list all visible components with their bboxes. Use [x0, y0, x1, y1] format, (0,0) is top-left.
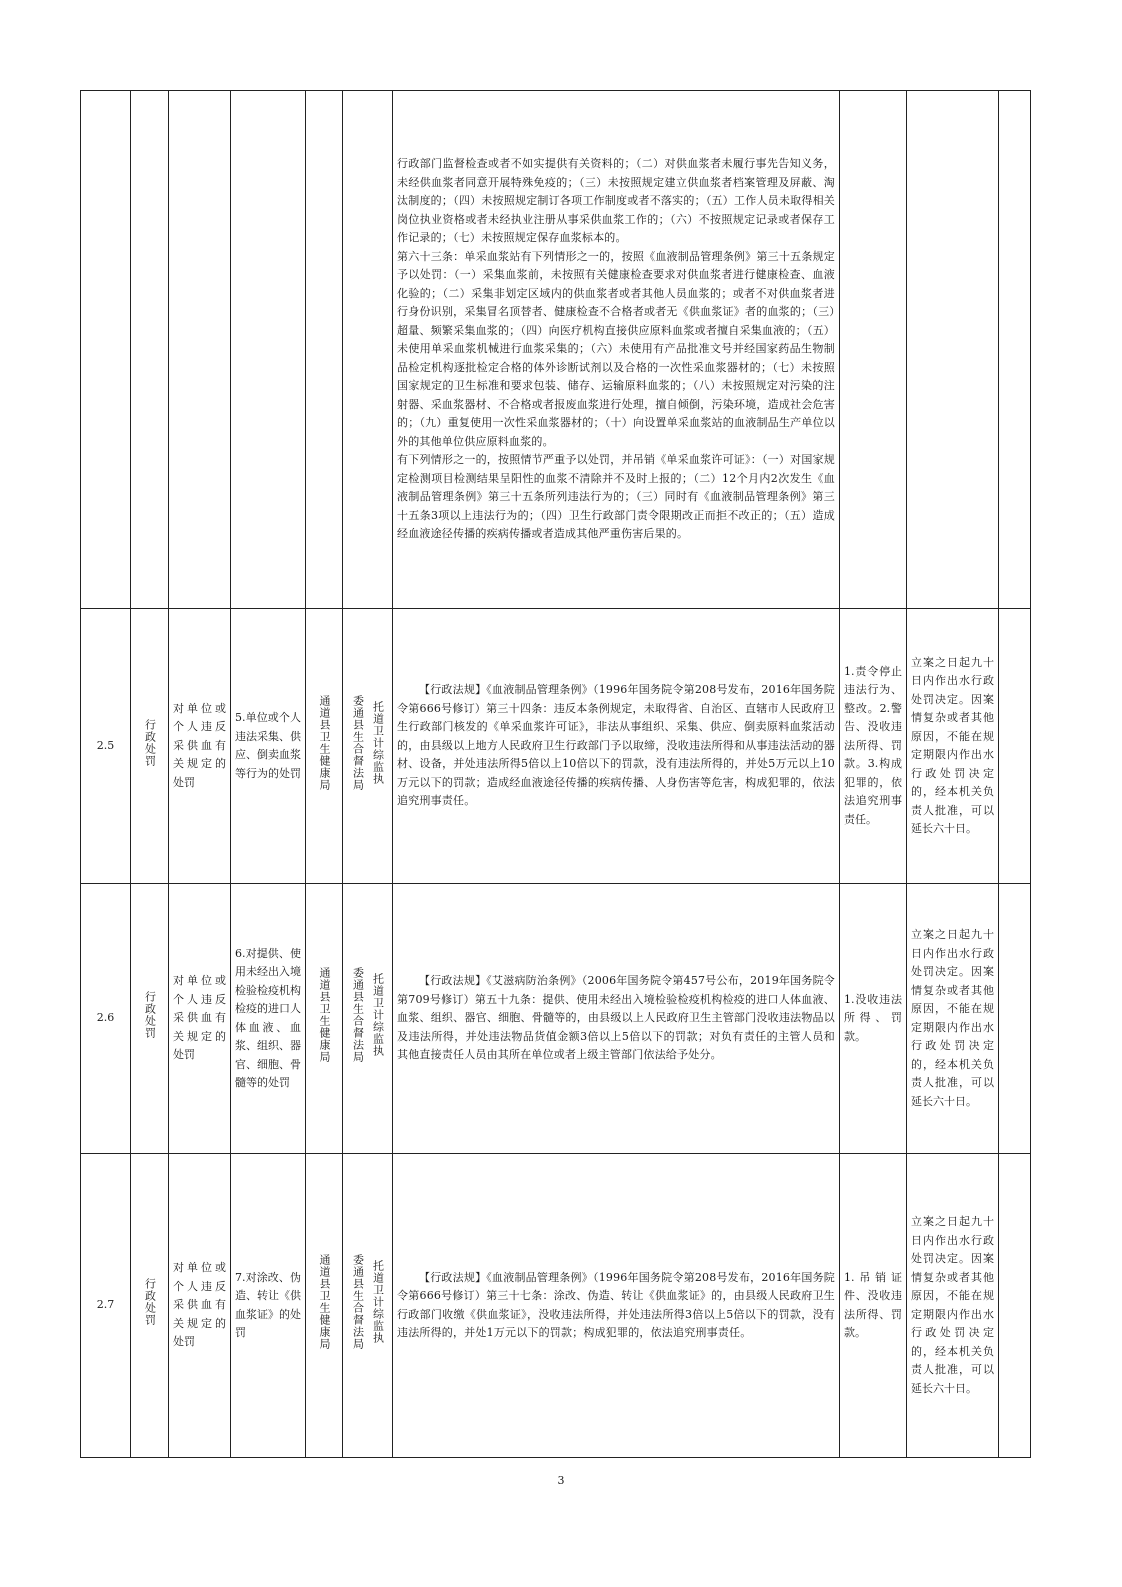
cell-sub-item — [231, 91, 306, 609]
main-item: 对单位或个人违反采供血有关规定的处罚 — [169, 1154, 231, 1458]
item-type: 行政处罚 — [131, 609, 169, 884]
cell-deadline — [907, 91, 999, 609]
time-limit: 立案之日起九十日内作出水行政处罚决定。因案情复杂或者其他原因，不能在规定期限内作出水行政处罚决定的，经本机关负责人批准，可以延长六十日。 — [907, 884, 999, 1154]
penalty-measures: 1.吊销证件、没收违法所得、罚款。 — [840, 1154, 907, 1458]
note — [999, 884, 1031, 1154]
table-row — [81, 1154, 1031, 1458]
cell-dept — [306, 91, 343, 609]
power-list-table — [80, 90, 1031, 1458]
item-number: 2.7 — [81, 1154, 131, 1458]
responsible-dept: 通道县卫生健康局 — [306, 884, 343, 1154]
penalty-measures: 1.没收违法所得、罚款。 — [840, 884, 907, 1154]
note — [999, 609, 1031, 884]
sub-item: 6.对提供、使用未经出入境检验检疫机构检疫的进口人体血液、血浆、组织、器官、细胞、骨髓等的处罚 — [231, 884, 306, 1154]
basis-paragraph: 有下列情形之一的，按照情节严重予以处罚，并吊销《单采血浆许可证》：（一）对国家规定检测项目检测结果呈阳性的血浆不清除并不及时上报的；（二）12个月内2次发生《血液制品管理条例》第三十五条所列违法行为的；（三）同时有《血液制品管理条例》第三十五条3项以上违法行为的；（四）卫生行政部门责令限期改正而拒不改正的；（五）造成经血液途径传播的疾病传播或者造成其他严重伤害后果的。 — [397, 453, 835, 541]
cell-exec — [343, 91, 393, 609]
cell-main-item — [169, 91, 231, 609]
table-row — [81, 884, 1031, 1154]
cell-basis — [393, 91, 840, 609]
executing-body: 托道卫计综监执 委通县生合督法局 — [343, 1154, 393, 1458]
legal-basis: 【行政法规】《艾滋病防治条例》（2006年国务院令第457号公布，2019年国务院令第709号修订）第五十九条：提供、使用未经出入境检验检疫机构检疫的进口人体血液、血浆、组织、器官、细胞、骨髓等的，由县级以上人民政府卫生主管部门没收违法物品以及违法所得，并处违法物品货值金额3倍以上5倍以下的罚款；对负有责任的主管人员和其他直接责任人员由其所在单位或者上级主管部门依法给予处分。 — [393, 884, 840, 1154]
legal-basis: 【行政法规】《血液制品管理条例》（1996年国务院令第208号发布，2016年国务院令第666号修订）第三十四条：违反本条例规定，未取得省、自治区、直辖市人民政府卫生行政部门核发的《单采血浆许可证》，非法从事组织、采集、供应、倒卖原料血浆活动的，由县级以上地方人民政府卫生行政部门予以取缔，没收违法所得和从事违法活动的器材、设备，并处违法所得5倍以上10倍以下的罚款，没有违法所得的，并处5万元以上10万元以下的罚款；造成经血液途径传播的疾病传播、人身伤害等危害，构成犯罪的，依法追究刑事责任。 — [393, 609, 840, 884]
cell-note — [999, 91, 1031, 609]
cell-type — [131, 91, 169, 609]
item-number: 2.6 — [81, 884, 131, 1154]
main-item: 对单位或个人违反采供血有关规定的处罚 — [169, 884, 231, 1154]
main-item: 对单位或个人违反采供血有关规定的处罚 — [169, 609, 231, 884]
sub-item: 5.单位或个人违法采集、供应、倒卖血浆等行为的处罚 — [231, 609, 306, 884]
basis-paragraph: 行政部门监督检查或者不如实提供有关资料的；（二）对供血浆者未履行事先告知义务，未经供血浆者同意开展特殊免疫的；（三）未按照规定建立供血浆者档案管理及屏蔽、淘汰制度的；（四）未按照规定制订各项工作制度或者不落实的；（五）工作人员未取得相关岗位执业资格或者未经执业注册从事采供血浆工作的；（六）不按照规定记录或者保存工作记录的；（七）未按照规定保存血浆标本的。 — [397, 157, 835, 245]
time-limit: 立案之日起九十日内作出水行政处罚决定。因案情复杂或者其他原因，不能在规定期限内作出水行政处罚决定的，经本机关负责人批准，可以延长六十日。 — [907, 609, 999, 884]
cell-no — [81, 91, 131, 609]
responsible-dept: 通道县卫生健康局 — [306, 1154, 343, 1458]
penalty-measures: 1.责令停止违法行为、整改。2.警告、没收违法所得、罚款。3.构成犯罪的，依法追究刑事责任。 — [840, 609, 907, 884]
time-limit: 立案之日起九十日内作出水行政处罚决定。因案情复杂或者其他原因，不能在规定期限内作出水行政处罚决定的，经本机关负责人批准，可以延长六十日。 — [907, 1154, 999, 1458]
note — [999, 1154, 1031, 1458]
basis-paragraph: 第六十三条：单采血浆站有下列情形之一的，按照《血液制品管理条例》第三十五条规定予以处罚：（一）采集血浆前，未按照有关健康检查要求对供血浆者进行健康检查、血液化验的；（二）采集非划定区域内的供血浆者或者其他人员血浆的；或者不对供血浆者进行身份识别，采集冒名顶替者、健康检查不合格者或者无《供血浆证》者的血浆的；（三）超量、频繁采集血浆的；（四）向医疗机构直接供应原料血浆或者擅自采集血液的；（五）未使用单采血浆机械进行血浆采集的；（六）未使用有产品批准文号并经国家药品生物制品检定机构逐批检定合格的体外诊断试剂以及合格的一次性采血浆器材的；（七）未按照国家规定的卫生标准和要求包装、储存、运输原料血浆的；（八）未按照规定对污染的注射器、采血浆器材、不合格或者报废血浆进行处理，擅自倾倒，污染环境，造成社会危害的；（九）重复使用一次性采血浆器材的；（十）向设置单采血浆站的血液制品生产单位以外的其他单位供应原料血浆的。 — [397, 249, 835, 448]
legal-basis: 【行政法规】《血液制品管理条例》（1996年国务院令第208号发布，2016年国务院令第666号修订）第三十七条：涂改、伪造、转让《供血浆证》的，由县级人民政府卫生行政部门收缴《供血浆证》，没收违法所得，并处违法所得3倍以上5倍以下的罚款，没有违法所得的，并处1万元以下的罚款；构成犯罪的，依法追究刑事责任。 — [393, 1154, 840, 1458]
page-number: 3 — [557, 1474, 565, 1487]
responsible-dept: 通道县卫生健康局 — [306, 609, 343, 884]
item-type: 行政处罚 — [131, 1154, 169, 1458]
table-row — [81, 609, 1031, 884]
sub-item: 7.对涂改、伪造、转让《供血浆证》的处罚 — [231, 1154, 306, 1458]
table-row-continuation — [81, 91, 1031, 609]
executing-body: 托道卫计综监执 委通县生合督法局 — [343, 884, 393, 1154]
item-number: 2.5 — [81, 609, 131, 884]
executing-body: 托道卫计综监执 委通县生合督法局 — [343, 609, 393, 884]
cell-penalty — [840, 91, 907, 609]
item-type: 行政处罚 — [131, 884, 169, 1154]
